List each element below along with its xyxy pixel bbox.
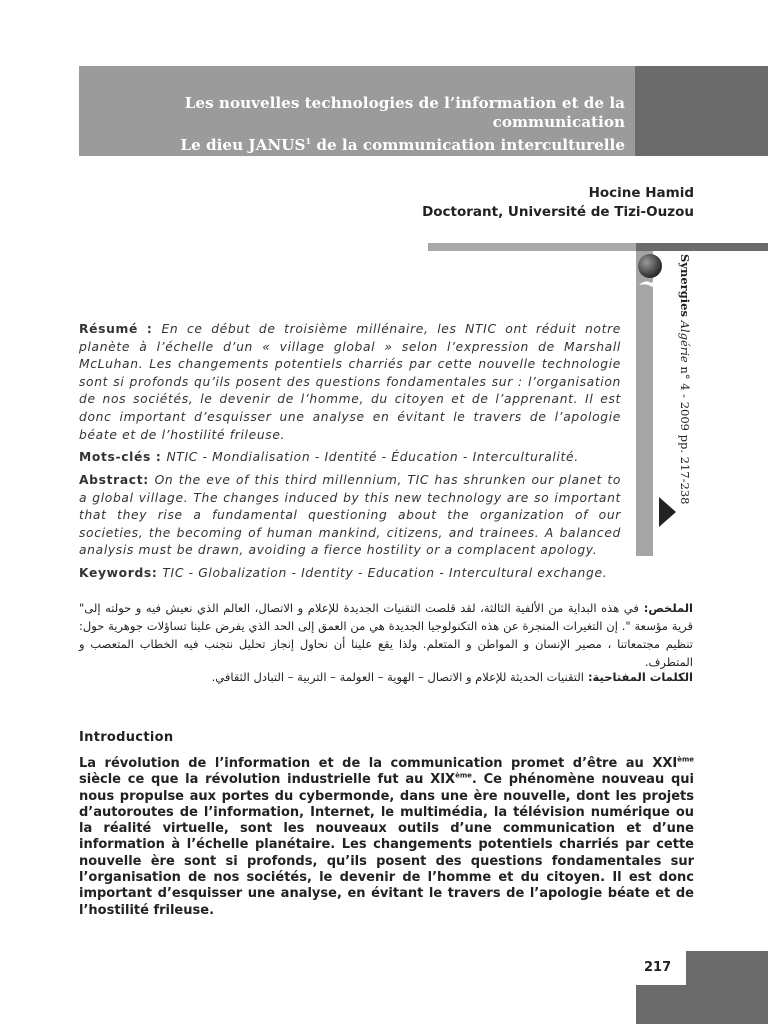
arabic-keywords: [79, 668, 693, 686]
author-name: Hocine Hamid: [588, 185, 694, 201]
abstract-text: On the eve of this third millennium, TIC has shrunken our planet to a global village. The changes induced by this new technology are so important that they rise a fundamental questioning about the organization of our societies, the becoming of human mankind, citizens, and trainees. A balanced analysis must be drawn, avoiding a fierce hostility or a complacent apology.: [79, 473, 622, 558]
title-line-2-prefix: Le dieu JANUS: [180, 136, 306, 155]
triangle-marker-icon: [659, 497, 676, 527]
keywords-label: Keywords:: [79, 566, 163, 580]
title-line-2: [79, 132, 625, 155]
title-banner: [79, 66, 635, 156]
abstract-block: [79, 472, 621, 560]
arabic-keywords-label: الكلمات المفتاحية:: [583, 670, 693, 684]
title-line-2-suffix: de la communication interculturelle: [311, 136, 625, 155]
intro-text-3: . Ce phénomène nouveau qui nous propulse aux portes du cybermonde, dans une ère nouvelle, dont les projets d’autoroutes de l’information, Internet, le multimédia, la télévision numérique ou la réalité virtuelle, sont les nouveaux outils d’une communication et d’une information à l’échelle planétaire. Les changements potentiels charriés par cette nouvelle ère sont si profonds, qu’ils posent des questions fondamentales sur l’organisation de nos sociétés, le devenir de l’homme et du citoyen. Il est donc important d’esquisser une analyse, en évitant le travers de l’apologie béate et de l’hostilité frileuse.: [79, 772, 694, 918]
mots-cles-label: Mots-clés :: [79, 450, 167, 464]
divider-light: [428, 243, 636, 251]
intro-paragraph: [79, 756, 694, 919]
resume-label: Résumé :: [79, 322, 162, 336]
arabic-keywords-text: التقنيات الحديثة للإعلام و الاتصال – الهوية – العولمة – التربية – التبادل الثقافي.: [211, 670, 584, 684]
keywords-block: [79, 565, 621, 583]
arabic-summary-label: الملخص:: [638, 601, 694, 615]
arabic-summary-text: في هذه البداية من الألفية الثالثة، لقد قلصت التقنيات الجديدة للإعلام و الاتصال، العالم الذي نعيش فيه و حولته إلى" قرية مؤسعة ". إن التغيرات المنجرة عن هذه التكنولوجيا الجديدة هي من العمق إلى الحد الذي يفرض علينا تساؤلات جوهرية حول: تنظيم مجتمعاتنا ، مصير الإنسان و المواطن و المتعلم. ولذا يقع علينا أن نحاول إنجاز تحليل نتجنب فيه الخطاب المتعصب و المتطرف.: [79, 601, 693, 669]
intro-text-2: siècle ce que la révolution industrielle fut au XIX: [79, 772, 456, 788]
journal-country: Algérie: [678, 316, 692, 363]
journal-citation: [678, 254, 692, 504]
arabic-summary: [79, 599, 693, 671]
resume-text: En ce début de troisième millénaire, les NTIC ont réduit notre planète à l’échelle d’un « village global » selon l’expression de Marshall McLuhan. Les changements potentiels charriés par cette nouvelle technologie sont si profonds qu’ils posent des questions fondamentales sur : l’organisation de nos sociétés, le devenir de l’homme, du citoyen et de l’apprenant. Il est donc important d’esquisser une analyse en évitant le travers de l’apologie béate et de l’hostilité frileuse.: [79, 322, 621, 442]
intro-text-1: La révolution de l’information et de la communication promet d’être au XXI: [79, 756, 678, 771]
author-affiliation: Doctorant, Université de Tizi-Ouzou: [422, 204, 694, 220]
abstract-label: Abstract:: [79, 473, 155, 487]
journal-logo-bird-icon: [638, 277, 664, 289]
resume-block: [79, 321, 621, 444]
intro-sup-2: ème: [455, 771, 472, 780]
page-number: 217: [644, 960, 672, 975]
journal-logo-globe-icon: [638, 254, 662, 278]
divider-dark: [636, 243, 768, 251]
title-accent-bar: [635, 66, 768, 156]
journal-issue: n° 4 - 2009 pp. 217-238: [678, 362, 692, 505]
intro-sup-1: ème: [677, 755, 694, 764]
mots-cles-text: NTIC - Mondialisation - Identité - Éducation - Interculturalité.: [166, 450, 579, 464]
journal-name: Synergies: [678, 254, 692, 317]
footnote-marker[interactable]: 1: [305, 136, 312, 146]
article-title: [79, 94, 625, 155]
keywords-text: TIC - Globalization - Identity - Education - Intercultural exchange.: [162, 566, 608, 580]
mots-cles-block: [79, 449, 621, 467]
title-line-1: Les nouvelles technologies de l’information et de la communication: [184, 94, 625, 131]
section-heading: Introduction: [79, 730, 174, 745]
